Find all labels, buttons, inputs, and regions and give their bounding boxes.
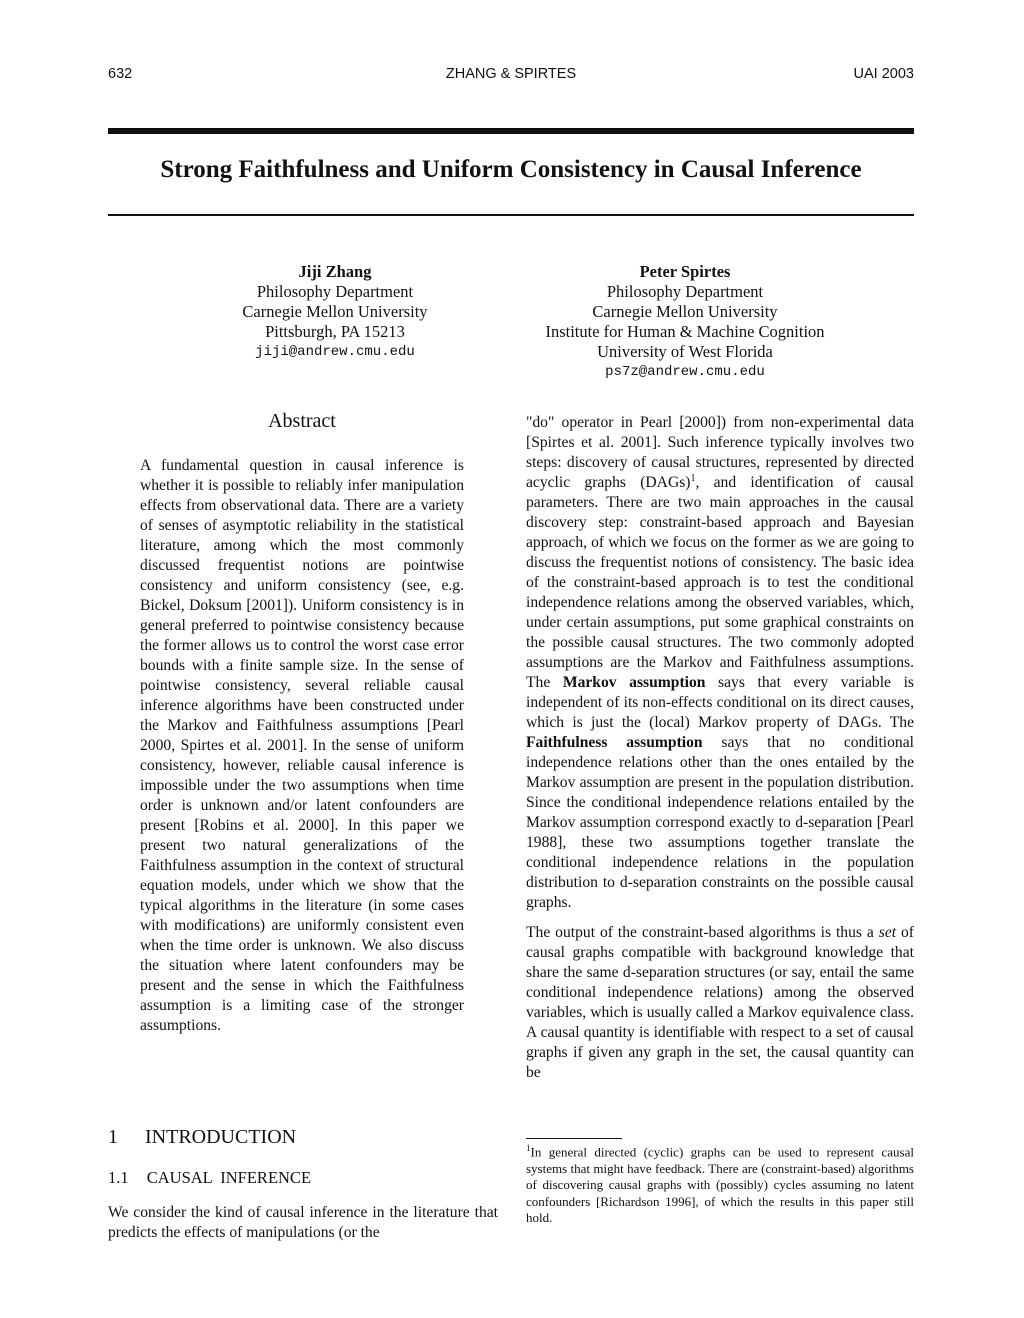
- author-email: jiji@andrew.cmu.edu: [255, 344, 415, 360]
- footnote: [526, 1140, 914, 1227]
- running-header: [108, 66, 914, 86]
- author-email: ps7z@andrew.cmu.edu: [605, 364, 765, 380]
- abstract-text: A fundamental question in causal inference is whether it is possible to reliably infer manipulation effects from observational data. There are a variety of senses of asymptotic reliability in the statistical literature, among which the most commonly discussed frequentist notions are pointwise consistency and uniform consistency (see, e.g. Bickel, Doksum [2001]). Uniform consistency is in general preferred to pointwise consistency because the former allows us to control the worst case error bounds with a finite sample size. In the sense of pointwise consistency, several reliable causal inference algorithms have been constructed under the Markov and Faithfulness assumptions [Pearl 2000, Spirtes et al. 2001]. In the sense of uniform consistency, however, reliable causal inference is impossible under the two assumptions when time order is unknown and/or latent confounders are present [Robins et al. 2000]. In this paper we present two natural generalizations of the Faithfulness assumption in the context of structural equation models, under which we show that the typical algorithms in the literature (in some cases with modifications) are uniformly consistent even when the time order is unknown. We also discuss the situation where latent confounders may be present and the sense in which the Faithfulness assumption is a limiting case of the stronger assumptions.: [140, 457, 464, 1034]
- text-run: "do" operator in Pearl [2000]) from non-experimental data [Spirtes et al. 2001]. Such inference typically involves two steps: discovery of causal structures, represented by directed acyclic graphs (DAGs): [526, 414, 914, 491]
- section-title: INTRODUCTION: [145, 1126, 297, 1148]
- emph-set: set: [878, 924, 897, 941]
- author-inst-2: Institute for Human & Machine Cognition: [545, 322, 825, 341]
- text-run: of causal graphs compatible with background knowledge that share the same d-separation structures (or say, entail the same conditional independence relations) among the observed variables, which is usually called a Markov equivalence class. A causal quantity is identifiable with respect to a set of causal graphs if given any graph in the set, the causal quantity can be: [526, 924, 915, 1081]
- intro-body: [108, 1203, 498, 1243]
- subsection-title: CAUSAL INFERENCE: [146, 1168, 312, 1187]
- right-column: [526, 413, 914, 1083]
- author-inst: Carnegie Mellon University: [592, 302, 778, 321]
- running-authors: ZHANG & SPIRTES: [445, 66, 577, 82]
- author-block-2: [520, 262, 850, 382]
- text-run: says that every variable is independent of its non-effects conditional on its direct causes, which is just the (local) Markov property of DAGs. The: [526, 674, 914, 731]
- intro-text: We consider the kind of causal inference in the literature that predicts the effects of manipulations (or the: [108, 1204, 498, 1241]
- title-rule-top: [108, 128, 914, 134]
- author-name: Jiji Zhang: [298, 262, 372, 281]
- footnote-rule: [526, 1138, 622, 1139]
- subsection-number: 1.1: [108, 1168, 129, 1187]
- paragraph: [526, 413, 914, 913]
- author-addr: Pittsburgh, PA 15213: [265, 322, 405, 341]
- section-heading: [108, 1126, 296, 1149]
- term-markov: Markov assumption: [562, 674, 706, 691]
- subsection-heading: [108, 1168, 311, 1188]
- footnote-number: 1: [526, 1143, 531, 1153]
- page-number: 632: [108, 66, 133, 82]
- author-dept: Philosophy Department: [606, 282, 764, 301]
- author-block-1: [200, 262, 470, 362]
- text-run: The output of the constraint-based algorithms is thus a: [526, 924, 879, 941]
- author-inst: Carnegie Mellon University: [242, 302, 428, 321]
- footnote-mark: 1: [690, 472, 696, 484]
- title-rule-bottom: [108, 214, 914, 216]
- text-run: , and identification of causal parameters. There are two main approaches in the causal discovery step: constraint-based approach and Bayesian approach, of which we focus on the former as we are going to discuss the frequentist notions of consistency. The basic idea of the constraint-based approach is to test the conditional independence relations among the observed variables, which, under certain assumptions, put some graphical constraints on the possible causal structures. The two commonly adopted assumptions are the Markov and Faithfulness assumptions. The: [526, 474, 914, 691]
- venue: UAI 2003: [853, 66, 914, 82]
- text-run: says that no conditional independence relations other than the ones entailed by the Markov assumption are present in the population distribution. Since the conditional independence relations entailed by the Markov assumption correspond exactly to d-separation [Pearl 1988], these two assumptions together translate the conditional independence relations in the population distribution to d-separation constraints on the possible causal graphs.: [526, 734, 914, 911]
- author-dept: Philosophy Department: [256, 282, 414, 301]
- author-addr: University of West Florida: [597, 342, 773, 361]
- term-faithfulness: Faithfulness assumption: [526, 734, 703, 751]
- footnote-text: In general directed (cyclic) graphs can be used to represent causal systems that might have feedback. There are (constraint-based) algorithms of discovering causal graphs with (possibly) cycles assuming no latent confounders [Richardson 1996], of which the results in this paper still hold.: [526, 1144, 914, 1226]
- abstract-heading: Abstract: [268, 410, 336, 432]
- abstract-body: [140, 456, 464, 1036]
- paper-title: Strong Faithfulness and Uniform Consistency in Causal Inference: [160, 156, 862, 183]
- section-number: 1: [108, 1126, 118, 1148]
- paragraph: [526, 923, 914, 1083]
- author-name: Peter Spirtes: [639, 262, 731, 281]
